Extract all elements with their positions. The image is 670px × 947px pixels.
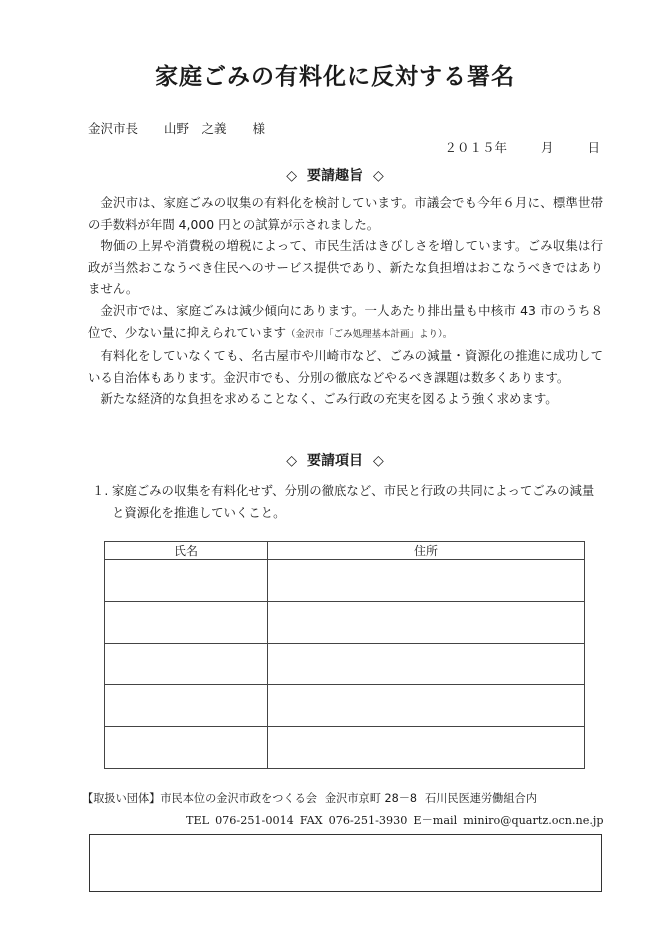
tel-number: 076-251-0014 — [215, 814, 294, 827]
date-line — [0, 138, 600, 156]
diamond-icon: ◇ — [286, 453, 297, 469]
paragraph: 物価の上昇や消費税の増税によって、市民生活はきびしさを増しています。ごみ収集は行政が当然おこなうべき住民へのサービス提供であり、新たな負担増はおこなうべきではありません。 — [88, 238, 603, 297]
column-header-name: 氏名 — [105, 542, 268, 560]
document-title: 家庭ごみの有料化に反対する署名 — [155, 64, 515, 90]
item-text: 家庭ごみの収集を有料化せず、分別の徹底など、市民と行政の共同によってごみの減量と資源化を推進していくこと。 — [112, 483, 595, 520]
tel-label: TEL — [186, 814, 210, 827]
table-header-row — [105, 542, 585, 560]
table-row — [105, 560, 585, 602]
name-cell[interactable] — [105, 601, 268, 643]
address-cell[interactable] — [268, 685, 585, 727]
email-address: miniro@quartz.ocn.ne.jp — [463, 814, 604, 827]
column-header-address: 住所 — [268, 542, 585, 560]
org-union: 石川民医連労働組合内 — [425, 792, 537, 805]
name-cell[interactable] — [105, 560, 268, 602]
org-name: 市民本位の金沢市政をつくる会 — [160, 792, 317, 805]
date-month: 月 — [540, 140, 554, 155]
name-cell[interactable] — [105, 685, 268, 727]
source-note: （金沢市「ごみ処理基本計画」より）。 — [286, 328, 453, 340]
section-heading-items — [0, 450, 670, 470]
diamond-icon: ◇ — [373, 168, 384, 184]
name-cell[interactable] — [105, 643, 268, 685]
item-number: １. — [92, 483, 109, 498]
address-cell[interactable] — [268, 643, 585, 685]
paragraph: 金沢市は、家庭ごみの収集の有料化を検討しています。市議会でも今年６月に、標準世帯の手数料が年間 4,000 円との試算が示されました。 — [88, 195, 603, 232]
date-day: 日 — [587, 140, 600, 155]
org-address: 金沢市京町 28－8 — [324, 792, 418, 805]
address-cell[interactable] — [268, 601, 585, 643]
collection-box — [89, 834, 602, 892]
table-row — [105, 643, 585, 685]
table-row — [105, 685, 585, 727]
addressee-name: 山野 之義 — [164, 121, 227, 136]
section-heading-text: 要請項目 — [307, 453, 363, 469]
request-item — [92, 480, 604, 523]
table-row — [105, 727, 585, 769]
address-cell[interactable] — [268, 560, 585, 602]
addressee — [88, 119, 265, 137]
addressee-office: 金沢市長 — [88, 121, 139, 136]
diamond-icon: ◇ — [286, 168, 297, 184]
paragraph — [88, 300, 603, 345]
fax-label: FAX — [299, 814, 323, 827]
section-heading-text: 要請趣旨 — [307, 168, 363, 184]
fax-number: 076-251-3930 — [328, 814, 408, 827]
section-heading-purpose — [0, 165, 670, 185]
org-label: 【取扱い団体】 — [82, 792, 161, 805]
organization-line — [82, 790, 545, 806]
purpose-body — [88, 192, 603, 410]
address-cell[interactable] — [268, 727, 585, 769]
table-row — [105, 601, 585, 643]
date-year: ２０１５年 — [444, 140, 507, 155]
diamond-icon: ◇ — [373, 453, 384, 469]
paragraph: 有料化をしていなくても、名古屋市や川崎市など、ごみの減量・資源化の推進に成功している自治体もあります。金沢市でも、分別の徹底などやるべき課題は数多くあります。 — [88, 348, 603, 385]
email-label: E－mail — [413, 814, 458, 827]
paragraph-text: 金沢市では、家庭ごみは減少傾向にあります。一人あたり排出量も中核市 43 市のうち８位で、少ない量に抑えられています — [88, 302, 603, 340]
name-cell[interactable] — [105, 727, 268, 769]
signature-table — [104, 541, 585, 769]
contact-line — [186, 812, 610, 828]
paragraph: 新たな経済的な負担を求めることなく、ごみ行政の充実を図るよう強く求めます。 — [100, 391, 558, 407]
addressee-honorific: 様 — [252, 121, 266, 136]
